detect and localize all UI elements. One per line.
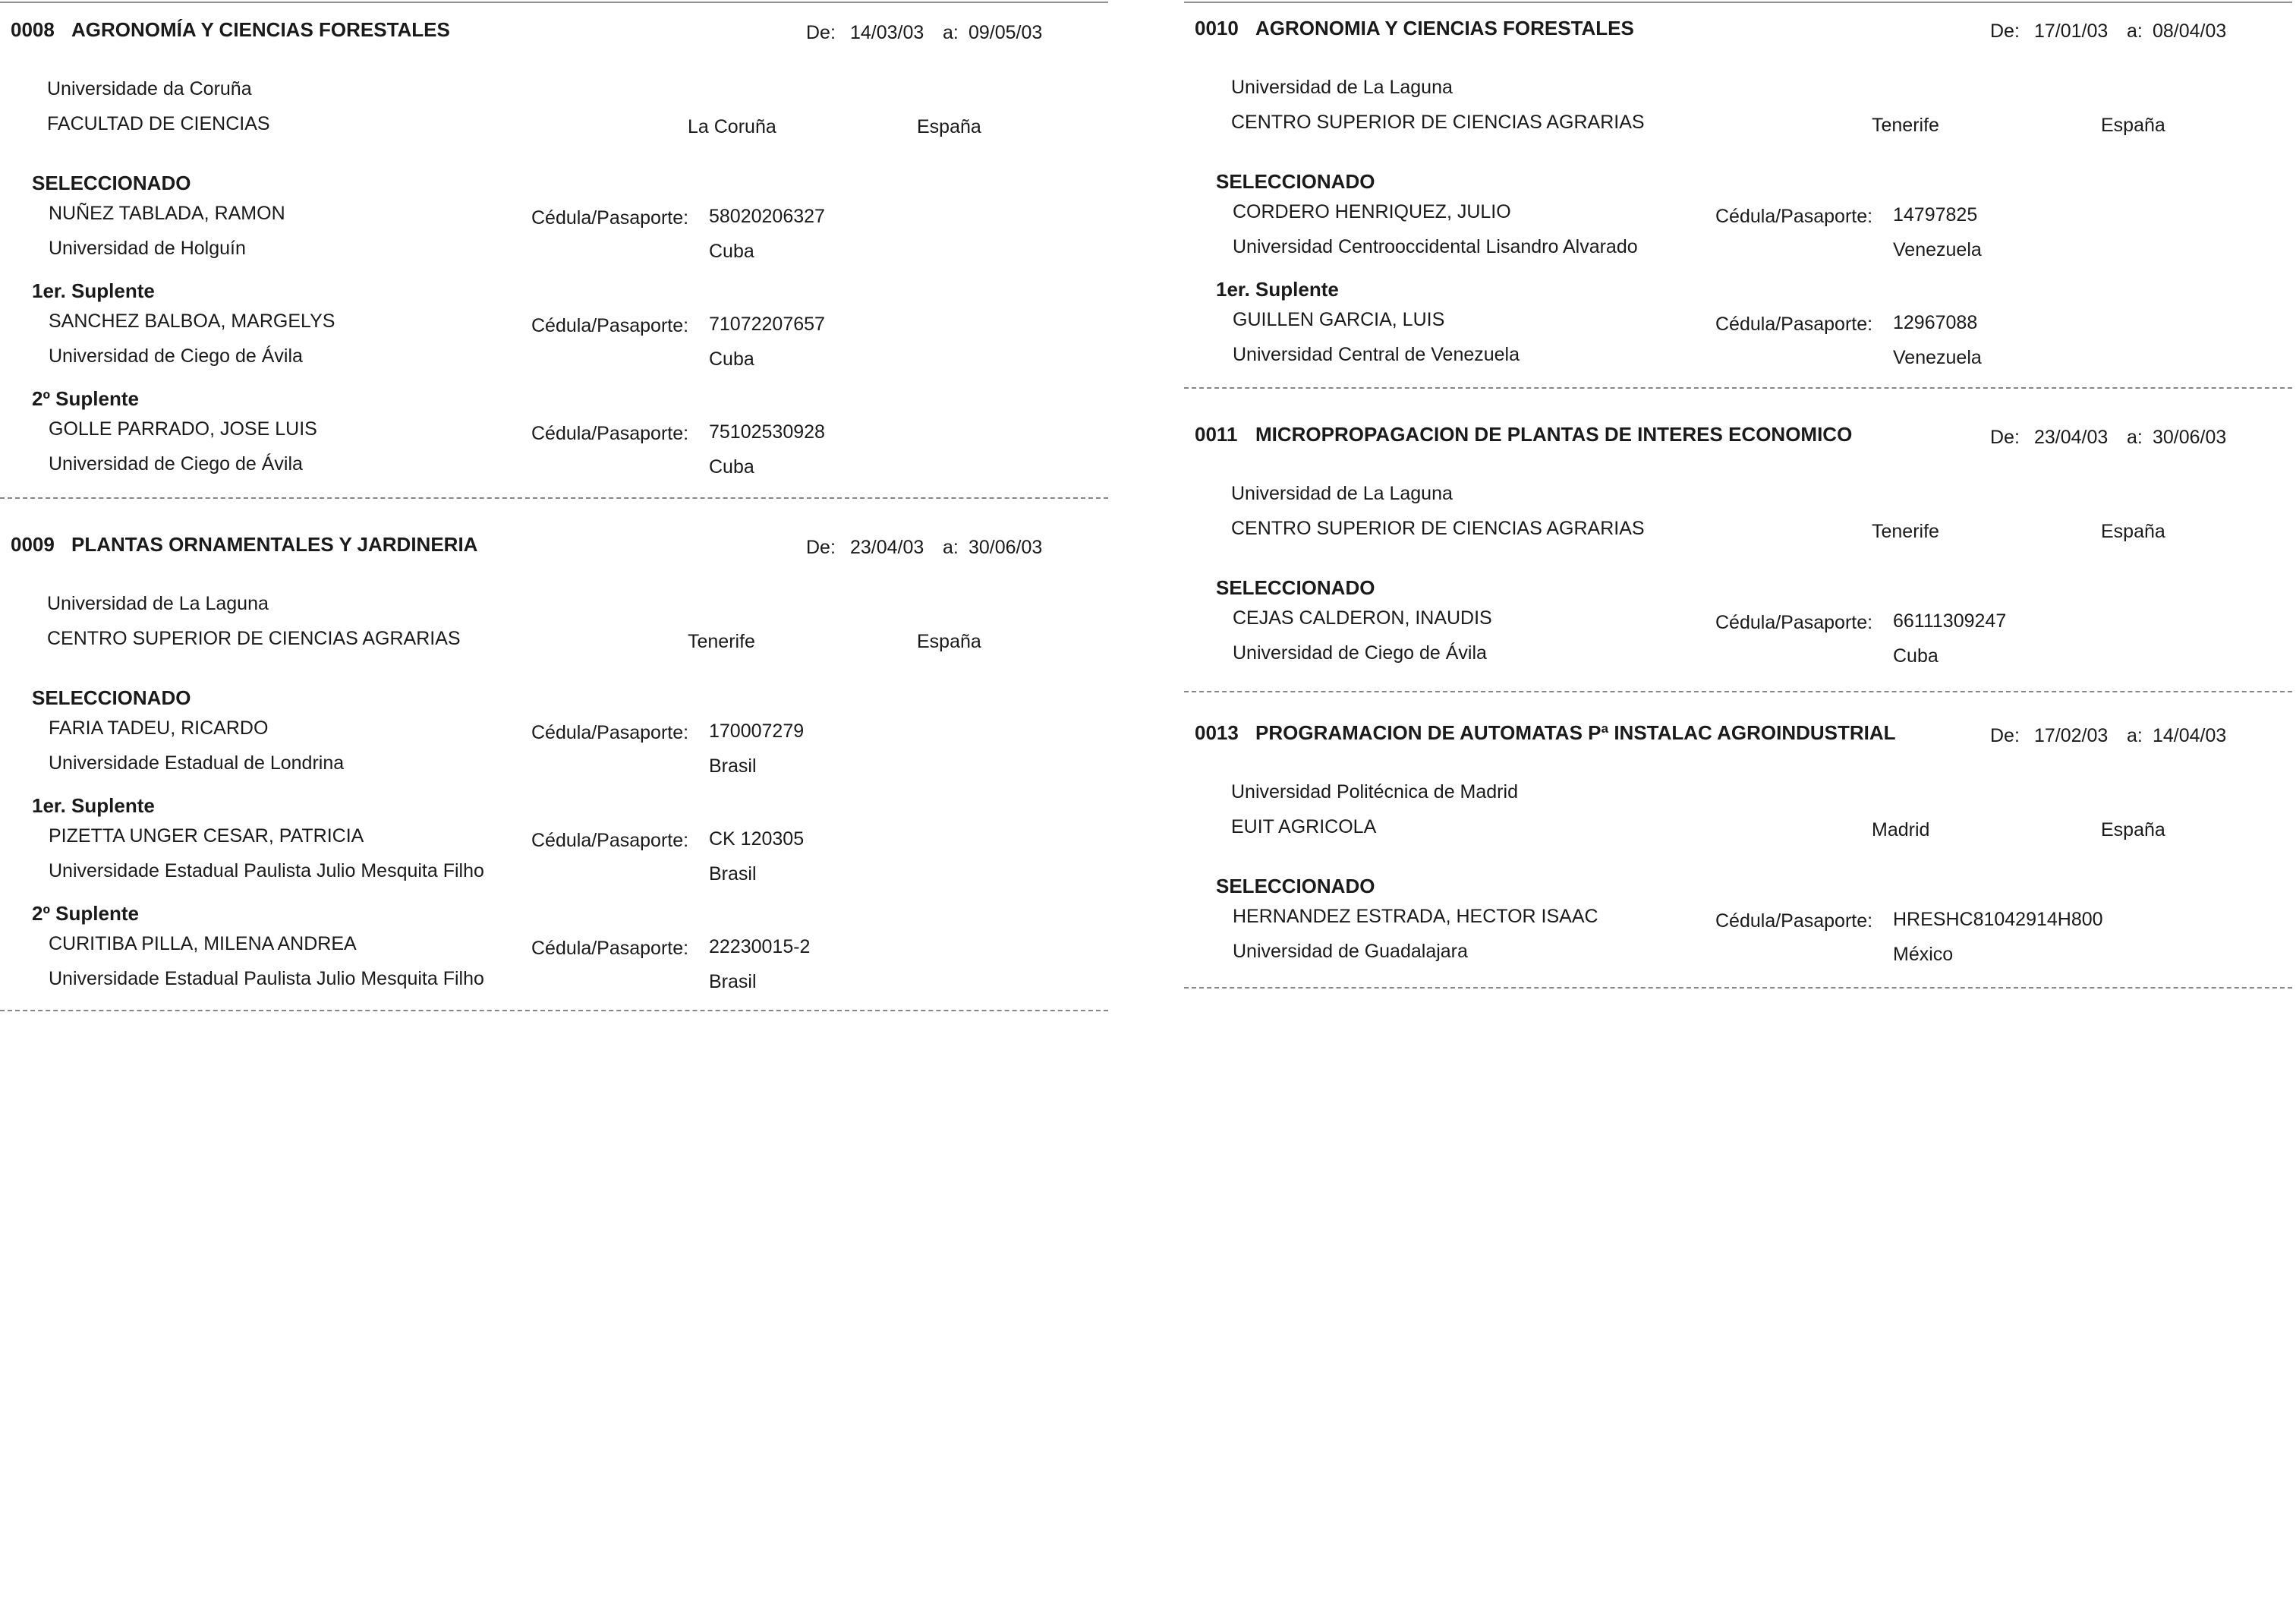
section-divider <box>1184 987 2292 989</box>
candidate-role-label: SELECCIONADO <box>1216 170 1375 193</box>
date-to: 09/05/03 <box>968 22 1043 43</box>
candidate-university: Universidad Central de Venezuela <box>1233 344 1520 365</box>
section-divider <box>0 1010 1108 1011</box>
candidate-id: 12967088 <box>1893 312 1978 333</box>
candidate-name: FARIA TADEU, RICARDO <box>49 717 269 739</box>
record-code: 0010 <box>1195 17 1239 39</box>
host-country: España <box>917 116 981 137</box>
candidate-role-label: 1er. Suplente <box>1216 278 1339 301</box>
cedula-label: Cédula/Pasaporte: <box>1715 314 1873 335</box>
record-title: MICROPROPAGACION DE PLANTAS DE INTERES ECONOMICO <box>1255 423 1853 446</box>
candidate-university: Universidad Centrooccidental Lisandro Alvarado <box>1233 236 1638 257</box>
date-to-label: a: <box>943 537 959 558</box>
candidate-role-label: SELECCIONADO <box>1216 875 1375 897</box>
host-faculty: FACULTAD DE CIENCIAS <box>47 113 270 134</box>
candidate-name: GOLLE PARRADO, JOSE LUIS <box>49 418 317 440</box>
candidate-country: Cuba <box>709 456 754 478</box>
host-country: España <box>917 631 981 652</box>
date-to-label: a: <box>2127 427 2143 448</box>
host-city: La Coruña <box>688 116 776 137</box>
date-to: 30/06/03 <box>968 537 1043 558</box>
record-code: 0011 <box>1195 423 1238 446</box>
record-code: 0013 <box>1195 721 1239 744</box>
candidate-name: CORDERO HENRIQUEZ, JULIO <box>1233 201 1511 222</box>
candidate-university: Universidade Estadual de Londrina <box>49 752 345 774</box>
cedula-label: Cédula/Pasaporte: <box>531 938 689 959</box>
candidate-name: CEJAS CALDERON, INAUDIS <box>1233 607 1492 629</box>
candidate-id: 14797825 <box>1893 204 1978 225</box>
candidate-country: Brasil <box>709 755 757 777</box>
candidate-country: Brasil <box>709 863 757 885</box>
host-university: Universidad de La Laguna <box>47 593 269 614</box>
record-title: PLANTAS ORNAMENTALES Y JARDINERIA <box>71 533 478 556</box>
section-divider <box>1184 691 2292 692</box>
date-to: 08/04/03 <box>2153 20 2227 42</box>
candidate-country: Brasil <box>709 971 757 992</box>
section-divider <box>0 497 1108 499</box>
candidate-university: Universidad de Ciego de Ávila <box>49 453 303 475</box>
candidate-name: CURITIBA PILLA, MILENA ANDREA <box>49 933 357 954</box>
host-university: Universidad de La Laguna <box>1231 77 1453 98</box>
candidate-country: Venezuela <box>1893 347 1982 368</box>
date-from: 23/04/03 <box>2034 427 2109 448</box>
date-to: 14/04/03 <box>2153 725 2227 746</box>
host-faculty: CENTRO SUPERIOR DE CIENCIAS AGRARIAS <box>47 628 461 649</box>
candidate-name: NUÑEZ TABLADA, RAMON <box>49 203 285 224</box>
candidate-id: CK 120305 <box>709 828 805 850</box>
cedula-label: Cédula/Pasaporte: <box>531 722 689 743</box>
host-university: Universidad Politécnica de Madrid <box>1231 781 1518 803</box>
top-rule <box>1184 2 2292 3</box>
candidate-country: Venezuela <box>1893 239 1982 260</box>
section-divider <box>1184 387 2292 389</box>
candidate-role-label: 2º Suplente <box>32 902 139 925</box>
date-from-label: De: <box>1990 427 2020 448</box>
record-code: 0009 <box>11 533 55 556</box>
host-university: Universidad de La Laguna <box>1231 483 1453 504</box>
date-from-label: De: <box>806 22 836 43</box>
record-title: AGRONOMIA Y CIENCIAS FORESTALES <box>1255 17 1634 39</box>
candidate-id: 75102530928 <box>709 421 825 443</box>
candidate-university: Universidade Estadual Paulista Julio Mesquita Filho <box>49 968 484 989</box>
candidate-id: 71072207657 <box>709 314 825 335</box>
candidate-id: HRESHC81042914H800 <box>1893 909 2103 930</box>
cedula-label: Cédula/Pasaporte: <box>1715 910 1873 932</box>
candidate-country: Cuba <box>709 348 754 370</box>
candidate-university: Universidad de Guadalajara <box>1233 941 1468 962</box>
candidate-country: Cuba <box>1893 645 1939 667</box>
date-to-label: a: <box>2127 725 2143 746</box>
cedula-label: Cédula/Pasaporte: <box>1715 612 1873 633</box>
cedula-label: Cédula/Pasaporte: <box>1715 206 1873 227</box>
date-to-label: a: <box>943 22 959 43</box>
candidate-id: 58020206327 <box>709 206 825 227</box>
candidate-university: Universidad de Holguín <box>49 238 246 259</box>
host-city: Tenerife <box>1872 521 1939 542</box>
candidate-role-label: SELECCIONADO <box>32 172 191 194</box>
record-title: PROGRAMACION DE AUTOMATAS Pª INSTALAC AGROINDUSTRIAL <box>1255 721 1896 744</box>
host-faculty: CENTRO SUPERIOR DE CIENCIAS AGRARIAS <box>1231 112 1645 133</box>
date-from: 17/02/03 <box>2034 725 2109 746</box>
host-faculty: CENTRO SUPERIOR DE CIENCIAS AGRARIAS <box>1231 518 1645 539</box>
date-to: 30/06/03 <box>2153 427 2227 448</box>
candidate-id: 66111309247 <box>1893 610 2007 632</box>
date-from-label: De: <box>1990 20 2020 42</box>
candidate-role-label: SELECCIONADO <box>32 686 191 709</box>
candidate-role-label: 1er. Suplente <box>32 794 155 817</box>
host-city: Madrid <box>1872 819 1930 840</box>
candidate-id: 22230015-2 <box>709 936 811 957</box>
candidate-country: Cuba <box>709 241 754 262</box>
host-university: Universidade da Coruña <box>47 78 252 99</box>
candidate-role-label: SELECCIONADO <box>1216 576 1375 599</box>
host-country: España <box>2101 521 2165 542</box>
date-from-label: De: <box>1990 725 2020 746</box>
cedula-label: Cédula/Pasaporte: <box>531 830 689 851</box>
cedula-label: Cédula/Pasaporte: <box>531 207 689 229</box>
candidate-id: 170007279 <box>709 721 805 742</box>
host-city: Tenerife <box>1872 115 1939 136</box>
host-city: Tenerife <box>688 631 755 652</box>
candidate-name: GUILLEN GARCIA, LUIS <box>1233 309 1445 330</box>
candidate-name: HERNANDEZ ESTRADA, HECTOR ISAAC <box>1233 906 1598 927</box>
host-country: España <box>2101 115 2165 136</box>
candidate-university: Universidad de Ciego de Ávila <box>49 345 303 367</box>
date-from: 14/03/03 <box>850 22 924 43</box>
candidate-role-label: 2º Suplente <box>32 387 139 410</box>
date-from: 17/01/03 <box>2034 20 2109 42</box>
candidate-name: SANCHEZ BALBOA, MARGELYS <box>49 311 335 332</box>
cedula-label: Cédula/Pasaporte: <box>531 423 689 444</box>
date-to-label: a: <box>2127 20 2143 42</box>
host-faculty: EUIT AGRICOLA <box>1231 816 1377 837</box>
cedula-label: Cédula/Pasaporte: <box>531 315 689 336</box>
candidate-country: México <box>1893 944 1954 965</box>
top-rule <box>0 2 1108 3</box>
record-code: 0008 <box>11 18 55 41</box>
candidate-university: Universidad de Ciego de Ávila <box>1233 642 1487 664</box>
record-title: AGRONOMÍA Y CIENCIAS FORESTALES <box>71 18 450 41</box>
candidate-name: PIZETTA UNGER CESAR, PATRICIA <box>49 825 364 847</box>
candidate-university: Universidade Estadual Paulista Julio Mesquita Filho <box>49 860 484 881</box>
candidate-role-label: 1er. Suplente <box>32 279 155 302</box>
host-country: España <box>2101 819 2165 840</box>
date-from: 23/04/03 <box>850 537 924 558</box>
date-from-label: De: <box>806 537 836 558</box>
